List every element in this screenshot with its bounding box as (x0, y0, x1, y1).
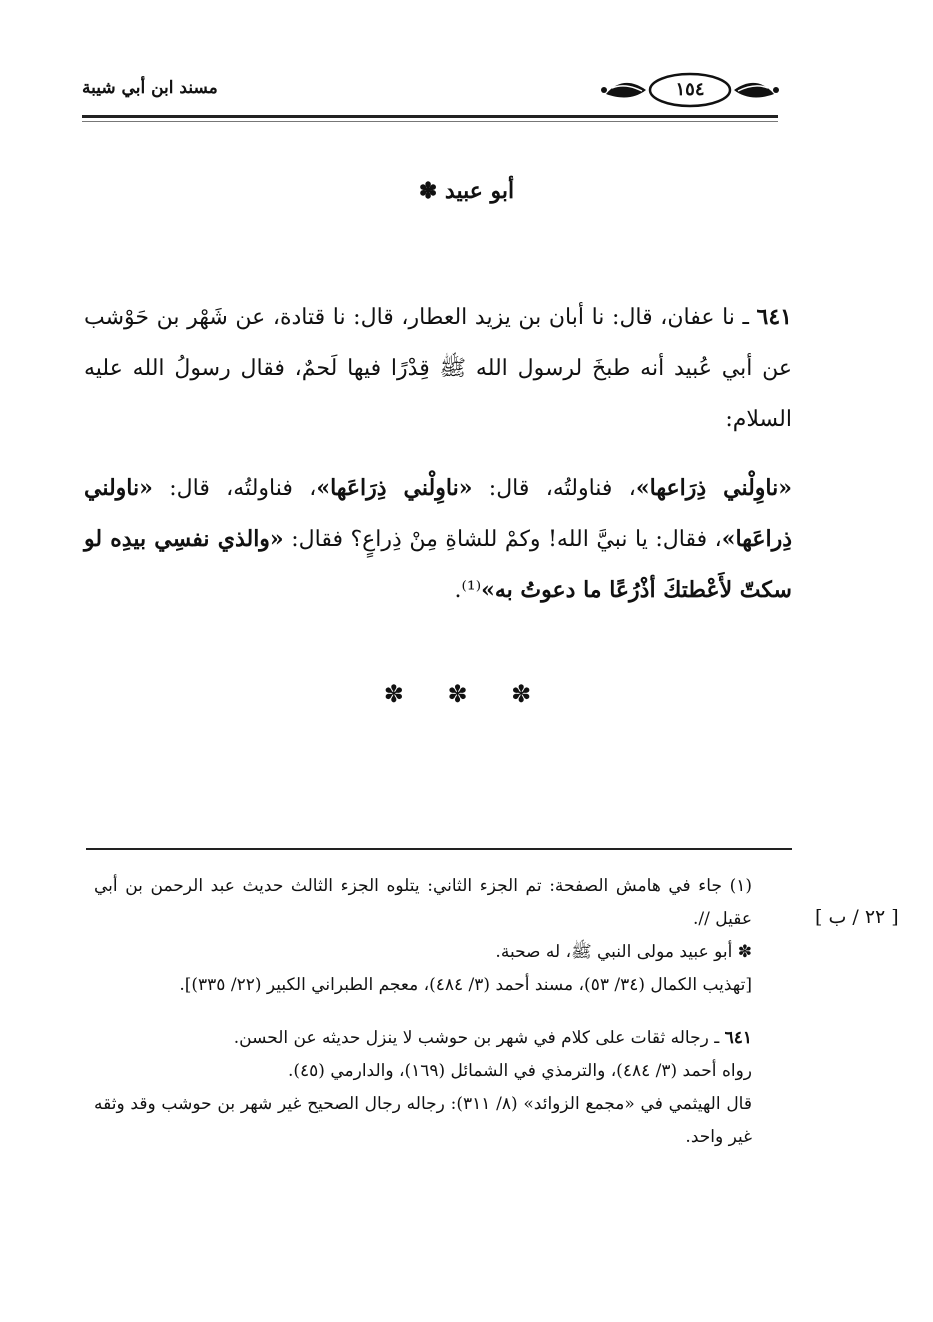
hadith-quote: «والذي نفسِي بيدِه لو سكتّ لأَعْطتكَ أذْرُعًا ما دعوتُ به» (84, 526, 792, 603)
footnote-biography: ✽ أبو عبيد مولى النبي ﷺ، له صحبة. (495, 942, 752, 962)
footnote-takhrij-sources: رواه أحمد (٣/ ٤٨٤)، والترمذي في الشمائل (١٦٩)، والدارمي (٤٥). (287, 1061, 752, 1081)
footnote-takhrij-line: ـ رجاله ثقات على كلام في شهر بن حوشب لا ينزل حديثه عن الحسن. (233, 1028, 725, 1048)
section-separator: ✽ ✽ ✽ (383, 680, 550, 708)
footnote-takhrij (94, 1022, 752, 1055)
header-rule (82, 115, 778, 118)
hadith-text-segment: ، فناولتُه، قال: (472, 476, 636, 501)
folio-reference: [ ٢٢ / ب ] (815, 906, 899, 928)
footnote-hadith-number: ٦٤١ (724, 1028, 752, 1048)
hadith-quote: «ناولني ذِراعَها» (84, 475, 792, 552)
footnotes (94, 870, 752, 1154)
hadith-number: ٦٤١ (756, 304, 792, 330)
page-number: ١٥٤ (675, 79, 705, 100)
hadith-quote: «ناوِلْني ذِرَاعَها» (316, 475, 473, 501)
footnote-references: [تهذيب الكمال (٣٤/ ٥٣)، مسند أحمد (٣/ ٤٨٤)، معجم الطبراني الكبير (٢٢/ ٣٣٥)]. (179, 975, 752, 995)
hadith-quote: «ناوِلْني ذِرَاعها» (635, 475, 793, 501)
hadith-matn-paragraph (84, 463, 792, 616)
page-number-ornament (598, 70, 780, 110)
hadith-text-segment: ، فقال: يا نبيَّ الله! وكمْ للشاةِ مِنْ ذِراعٍ؟ فقال: (283, 527, 722, 552)
footnote-haythami: قال الهيثمي في «مجمع الزوائد» (٨/ ٣١١): رجاله رجال الصحيح غير شهر بن حوشب وقد وثقه غير واحد. (94, 1094, 752, 1147)
footnote-1: (١) جاء في هامش الصفحة: تم الجزء الثاني: يتلوه الجزء الثالث حديث عبد الرحمن بن أبي عقيل //. (94, 876, 752, 929)
hadith-text (84, 292, 792, 616)
header-rule-thin (82, 121, 778, 122)
section-title: أبو عبيد ✽ (418, 178, 515, 204)
footnote-marker: ⁽¹⁾. (454, 578, 482, 603)
page-header (0, 70, 933, 130)
running-title: مسند ابن أبي شيبة (82, 78, 218, 98)
hadith-isnad-paragraph (84, 292, 792, 445)
footnote-rule (86, 848, 792, 850)
hadith-isnad: ـ نا عفان، قال: نا أبان بن يزيد العطار، قال: نا قتادة، عن شَهْر بن حَوْشب عن أبي عُبيد أنه طبخَ لرسول الله ﷺ قِدْرًا فيها لَحمٌ، فقال رسولُ الله عليه السلام: (84, 305, 792, 432)
hadith-text-segment: ، فناولتُه، قال: (152, 476, 317, 501)
